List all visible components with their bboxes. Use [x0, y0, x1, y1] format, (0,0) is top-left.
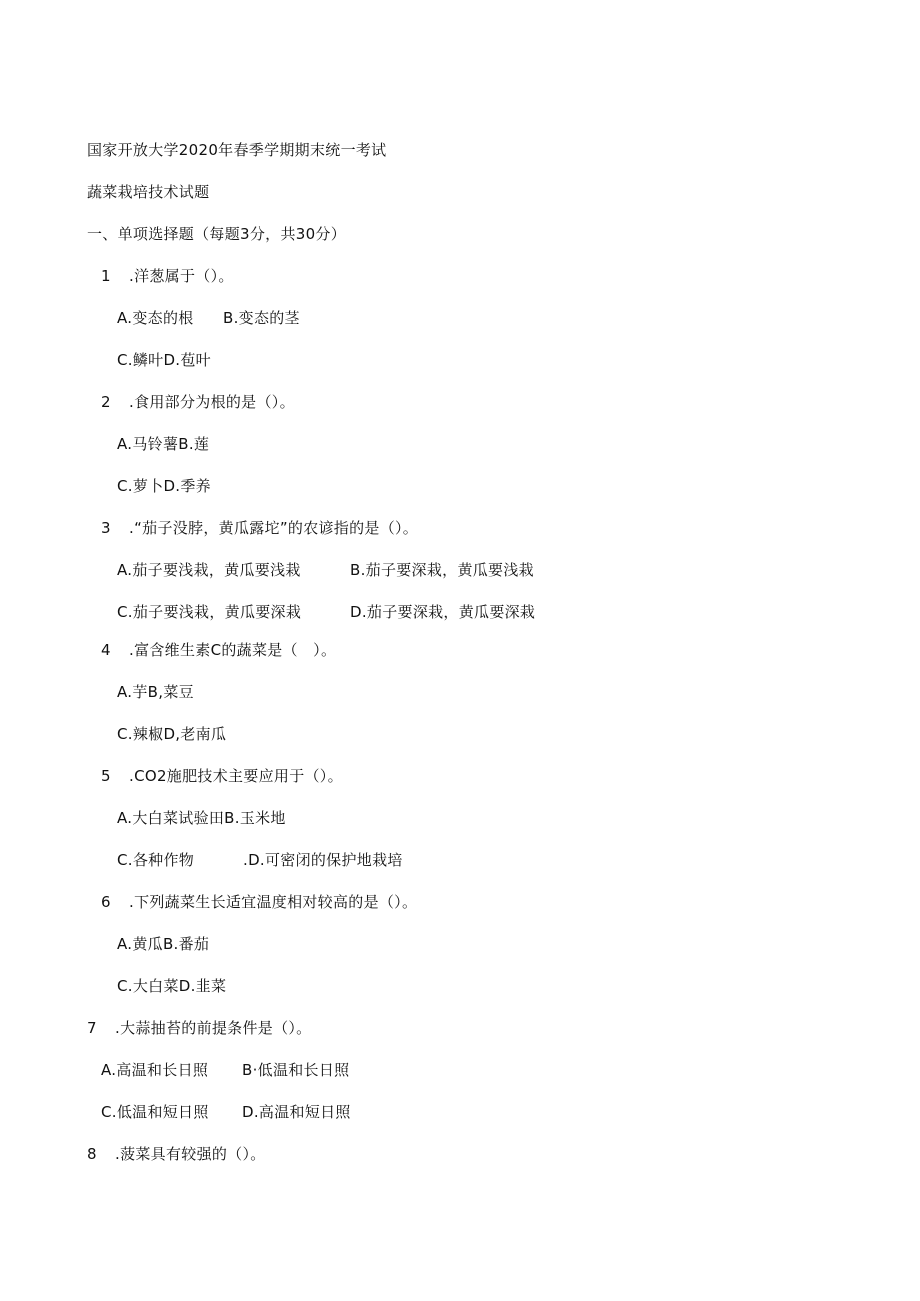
- question-text: .大蒜抽苔的前提条件是（）。: [115, 1019, 312, 1037]
- subject-title: 蔬菜栽培技术试题: [87, 183, 210, 201]
- question-5-options-row-1: [117, 808, 286, 828]
- question-text: .下列蔬菜生长适宜温度相对较高的是（）。: [129, 893, 418, 911]
- question-number: 8: [87, 1145, 97, 1163]
- option-cd: C.萝卜D.季养: [117, 477, 211, 495]
- option-ab: A.马铃薯B.莲: [117, 435, 210, 453]
- option-ab: A.芋B,菜豆: [117, 683, 194, 701]
- question-text: .洋葱属于（）。: [129, 267, 234, 285]
- option-a: A.茄子要浅栽，黄瓜要浅栽: [117, 561, 301, 579]
- exam-title: 国家开放大学2020年春季学期期末统一考试: [87, 141, 387, 159]
- question-text: .CO2施肥技术主要应用于（）。: [129, 767, 343, 785]
- question-number: 4: [101, 641, 111, 659]
- option-cd: C.大白菜D.韭菜: [117, 977, 227, 995]
- question-text: .“茄子没脖，黄瓜露坨”的农谚指的是（）。: [129, 519, 419, 537]
- question-2-stem: [101, 392, 295, 412]
- question-3-stem: [101, 518, 418, 538]
- option-c: C.茄子要浅栽，黄瓜要深栽: [117, 603, 302, 621]
- question-7-options-row-2: [101, 1102, 351, 1122]
- question-1-stem: [101, 266, 234, 286]
- option-b: B.茄子要深栽，黄瓜要浅栽: [350, 561, 534, 579]
- option-cd: C.辣椒D,老南瓜: [117, 725, 227, 743]
- question-6-options-row-1: [117, 934, 209, 954]
- question-6-options-row-2: [117, 976, 226, 996]
- question-5-options-row-2: [117, 850, 403, 870]
- option-a: A.高温和长日照: [101, 1061, 209, 1079]
- question-1-options-row-2: [117, 350, 211, 370]
- question-1-options-row-1: [117, 308, 300, 328]
- question-number: 7: [87, 1019, 97, 1037]
- option-d: .D.可密闭的保护地栽培: [243, 851, 403, 869]
- question-4-stem: [101, 640, 336, 660]
- option-ab: A.大白菜试验田B.玉米地: [117, 809, 286, 827]
- option-ab: A.黄瓜B.番茄: [117, 935, 210, 953]
- option-b: B.变态的茎: [223, 309, 300, 327]
- question-number: 5: [101, 767, 111, 785]
- question-7-stem: [87, 1018, 311, 1038]
- question-number: 6: [101, 893, 111, 911]
- question-number: 3: [101, 519, 111, 537]
- question-number: 1: [101, 267, 111, 285]
- section-heading: 一、单项选择题（每题3分，共30分）: [87, 225, 347, 243]
- question-number: 2: [101, 393, 111, 411]
- question-5-stem: [101, 766, 343, 786]
- question-6-stem: [101, 892, 417, 912]
- question-3-options-row-2: [117, 602, 535, 622]
- question-4-options-row-1: [117, 682, 194, 702]
- question-4-options-row-2: [117, 724, 226, 744]
- question-text: .菠菜具有较强的（）。: [115, 1145, 266, 1163]
- question-2-options-row-1: [117, 434, 209, 454]
- option-c: C.低温和短日照: [101, 1103, 209, 1121]
- option-b: B·低温和长日照: [242, 1061, 350, 1079]
- question-3-options-row-1: [117, 560, 534, 580]
- question-8-stem: [87, 1144, 266, 1164]
- option-d: D.茄子要深栽，黄瓜要深栽: [350, 603, 536, 621]
- question-text: .食用部分为根的是（）。: [129, 393, 295, 411]
- option-cd: C.鳞叶D.苞叶: [117, 351, 211, 369]
- option-d: D.高温和短日照: [242, 1103, 351, 1121]
- question-7-options-row-1: [101, 1060, 349, 1080]
- option-a: A.变态的根: [117, 309, 194, 327]
- question-2-options-row-2: [117, 476, 211, 496]
- question-text: .富含维生素C的蔬菜是（ ）。: [129, 641, 337, 659]
- option-c: C.各种作物: [117, 851, 195, 869]
